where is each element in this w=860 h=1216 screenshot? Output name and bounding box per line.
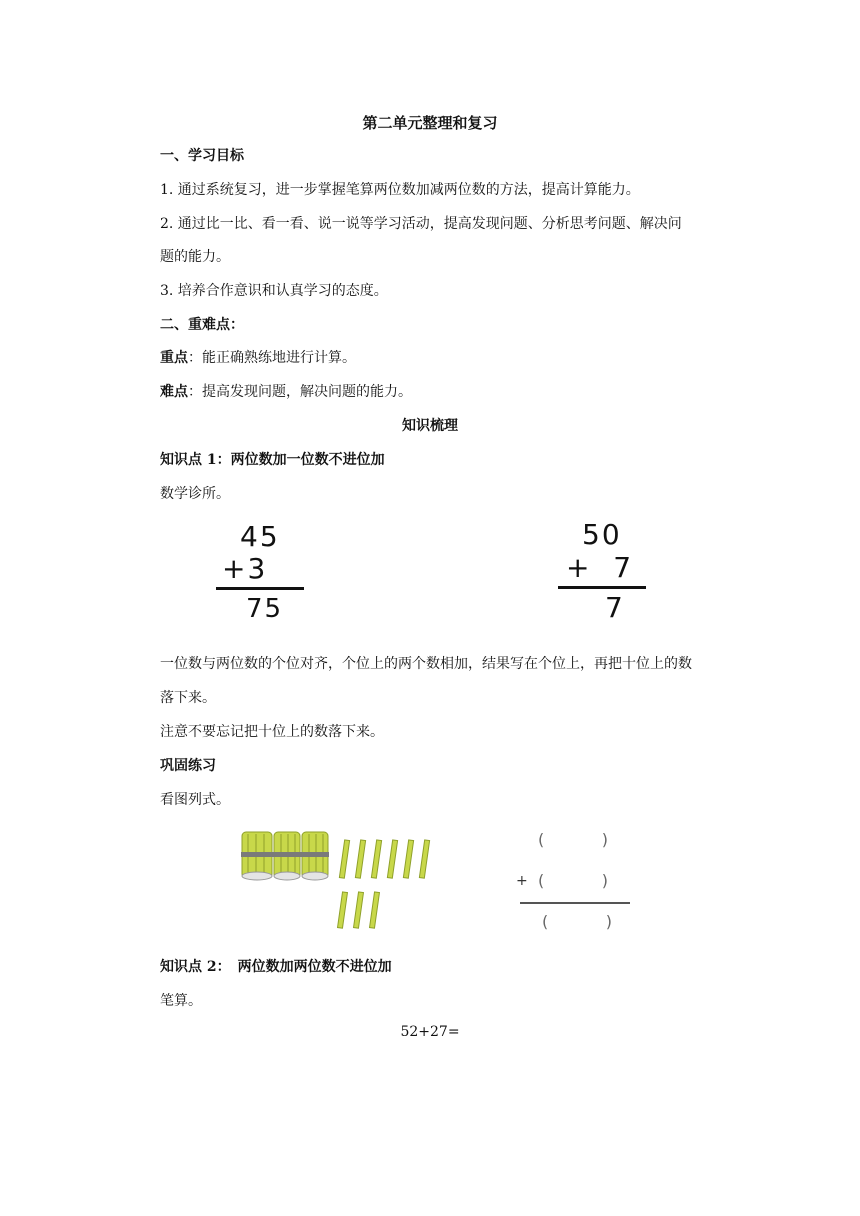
kp2-heading: 知识点 2： 两位数加两位数不进位加 (160, 959, 392, 975)
counting-sticks-image (238, 826, 446, 936)
kp1-note: 注意不要忘记把十位上的数落下来。 (160, 724, 384, 740)
blank-plus: + (516, 873, 528, 889)
calc2-rule (558, 586, 646, 589)
stick-bundle-2 (273, 832, 301, 880)
goal-item-2: 2. 通过比一比、看一看、说一说等学习活动，提高发现问题、分析思考问题、解决问 (160, 216, 682, 232)
calc2-result: 7 (605, 591, 625, 624)
blank-result: ( ) (542, 912, 612, 931)
single-sticks-row-1 (339, 840, 429, 878)
blank-top: ( ) (538, 830, 608, 849)
difficulty-text: ：提高发现问题，解决问题的能力。 (188, 384, 412, 400)
stick-bundle-1 (241, 832, 273, 880)
key-point-line (160, 348, 356, 368)
calc1-addend: +3 (222, 552, 268, 585)
kp1-heading: 知识点 1：两位数加一位数不进位加 (160, 452, 385, 468)
goal-item-1: 1. 通过系统复习，进一步掌握笔算两位数加减两位数的方法，提高计算能力。 (160, 182, 640, 198)
calc1-result: 75 (246, 594, 284, 624)
calc2-addend: + 7 (566, 551, 634, 584)
practice-prompt: 看图列式。 (160, 792, 230, 808)
stick-bundle-3 (301, 832, 329, 880)
section-heading-goals: 一、学习目标 (160, 148, 244, 164)
calc1-rule (216, 587, 304, 590)
section-heading-keypoints: 二、重难点： (160, 317, 244, 333)
goal-item-2-cont: 题的能力。 (160, 249, 230, 265)
goal-item-3: 3. 培养合作意识和认真学习的态度。 (160, 283, 388, 299)
calc1-top: 45 (240, 520, 280, 553)
blank-rule (520, 902, 630, 904)
kp1-explain-2: 落下来。 (160, 690, 216, 706)
blank-addend: ( ) (538, 871, 608, 890)
kp2-prompt: 笔算。 (160, 993, 202, 1009)
summary-heading: 知识梳理 (402, 418, 458, 434)
kp1-explain-1: 一位数与两位数的个位对齐，个位上的两个数相加，结果写在个位上，再把十位上的数 (160, 656, 692, 672)
page-title: 第二单元整理和复习 (362, 114, 498, 132)
kp1-prompt: 数学诊所。 (160, 486, 230, 502)
kp2-expression: 52+27= (400, 1024, 460, 1040)
practice-heading: 巩固练习 (160, 758, 216, 774)
difficulty-label: 难点 (160, 384, 188, 400)
calc2-top: 50 (582, 518, 622, 551)
key-point-text: ：能正确熟练地进行计算。 (188, 350, 356, 366)
single-sticks-row-2 (338, 892, 380, 928)
key-point-label: 重点 (160, 350, 188, 366)
difficulty-line (160, 382, 412, 402)
